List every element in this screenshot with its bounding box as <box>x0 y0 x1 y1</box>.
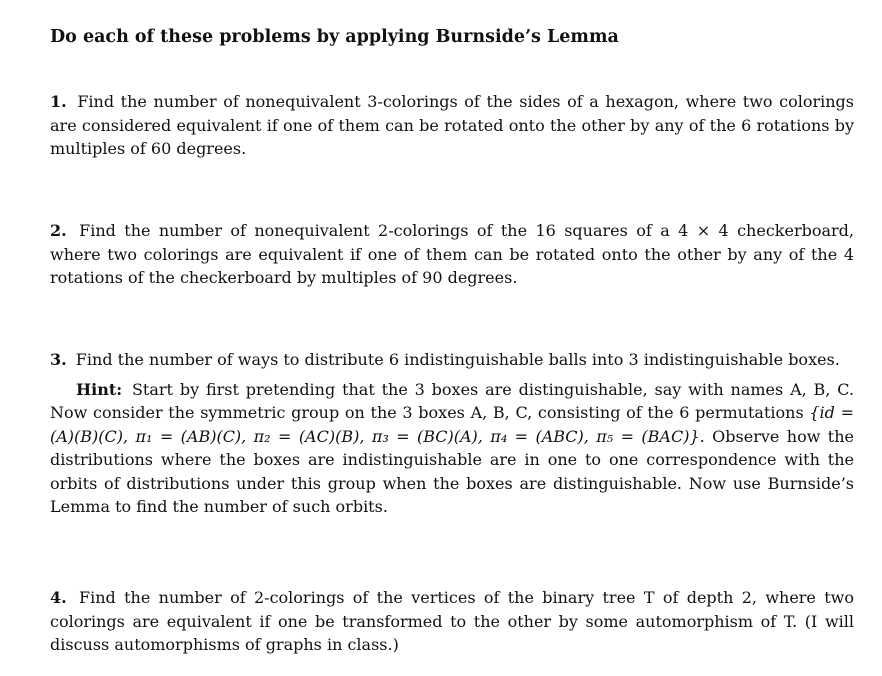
hint-paragraph <box>50 378 854 519</box>
problem-text: Find the number of nonequivalent 3-colorings of the sides of a hexagon, where two colorings are considered equivalent if one of them can be rotated onto the other by any of the 6 rotations by multiples of 60 degrees. <box>50 92 854 158</box>
hint-label: Hint: <box>76 379 123 399</box>
problem-1 <box>50 90 854 161</box>
problem-3 <box>50 348 854 519</box>
problem-statement <box>50 348 854 372</box>
problem-text: Find the number of ways to distribute 6 indistinguishable balls into 3 indistinguishable boxes. <box>75 350 840 369</box>
page-title: Do each of these problems by applying Burnside’s Lemma <box>50 27 619 47</box>
hint-text-2: Observe how the distributions where the boxes are indistinguishable are in one to one correspondence with the orbits of distributions under this group when the boxes are distinguishable. Now use Burnside’s Lemma to find the number of such orbits. <box>50 426 855 516</box>
hint-formula: {id = (A)(B)(C), π₁ = (AB)(C), π₂ = (AC)(B), π₃ = (BC)(A), π₄ = (ABC), π₅ = (BAC)}. <box>50 403 855 446</box>
problem-number: 2. <box>50 221 67 240</box>
hint-text-1: Start by first pretending that the 3 boxes are distinguishable, say with names A, B, C. Now consider the symmetric group on the 3 boxes A, B, C, consisting of the 6 permutations <box>50 379 854 422</box>
problem-number: 4. <box>50 588 67 607</box>
problem-text: Find the number of nonequivalent 2-colorings of the 16 squares of a 4 × 4 checkerboard, where two colorings are equivalent if one of them can be rotated onto the other by any of the 4 rotations of the checkerboard by multiples of 90 degrees. <box>50 221 854 287</box>
problem-text: Find the number of 2-colorings of the vertices of the binary tree T of depth 2, where two colorings are equivalent if one be transformed to the other by some automorphism of T. (I will discuss automorphisms of graphs in class.) <box>50 588 854 654</box>
problem-number: 3. <box>50 350 67 369</box>
problem-number: 1. <box>50 92 67 111</box>
problem-2 <box>50 219 854 290</box>
problem-4 <box>50 586 854 657</box>
